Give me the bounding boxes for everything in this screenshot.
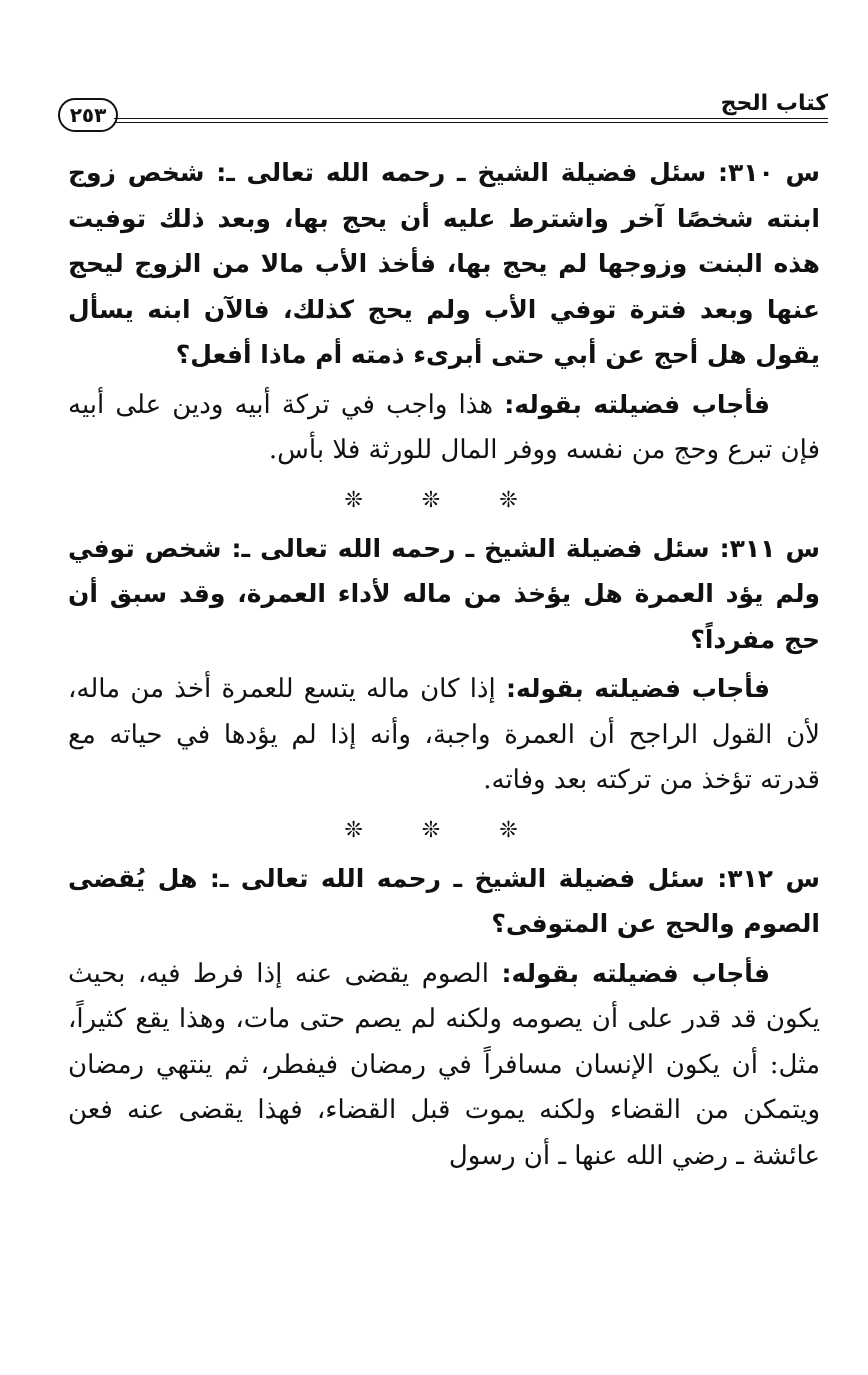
- question-311: س ٣١١: سئل فضيلة الشيخ ـ رحمه الله تعالى ـ: شخص توفي ولم يؤد العمرة هل يؤخذ من ماله لأداء العمرة، وقد سبق أن حج مفرداً؟: [68, 533, 820, 654]
- section-separator: ❊ ❊ ❊: [344, 817, 544, 843]
- page-body: [68, 150, 820, 1179]
- question-312: س ٣١٢: سئل فضيلة الشيخ ـ رحمه الله تعالى ـ: هل يُقضى الصوم والحج عن المتوفى؟: [68, 863, 820, 938]
- answer-label: فأجاب فضيلته بقوله:: [505, 674, 770, 703]
- book-title: كتاب الحج: [720, 91, 828, 116]
- answer-label: فأجاب فضيلته بقوله:: [504, 389, 770, 419]
- answer-310: [68, 382, 820, 474]
- section-separator: ❊ ❊ ❊: [344, 487, 544, 513]
- answer-label: فأجاب فضيلته بقوله:: [501, 958, 771, 988]
- answer-text: هذا واجب في تركة أبيه ودين على أبيه فإن تبرع وحج من نفسه ووفر المال للورثة فلا بأس.: [68, 389, 820, 465]
- question-310: س ٣١٠: سئل فضيلة الشيخ ـ رحمه الله تعالى ـ: شخص زوج ابنته شخصًا آخر واشترط عليه أن يحج بها، وبعد ذلك توفيت هذه البنت وزوجها لم يحج بها، فأخذ الأب مالا من الزوج ليحج عنها وبعد فترة توفي الأب ولم يحج كذلك، فالآن ابنه يسأل يقول هل أحج عن أبي حتى أبرىء ذمته أم ماذا أفعل؟: [68, 158, 821, 369]
- running-header: [58, 90, 828, 130]
- answer-text: الصوم يقضى عنه إذا فرط فيه، بحيث يكون قد قدر على أن يصومه ولكنه لم يصم حتى مات، وهذا يقع كثيراً، مثل: أن يكون الإنسان مسافراً في رمضان فيفطر، ثم ينتهي رمضان ويتمكن من القضاء ولكنه يموت قبل القضاء، فهذا يقضى عنه فعن عائشة ـ رضي الله عنها ـ أن رسول: [68, 958, 820, 1171]
- answer-311: [68, 666, 820, 804]
- header-rule: [114, 118, 828, 123]
- answer-312: [68, 951, 820, 1180]
- answer-text: إذا كان ماله يتسع للعمرة أخذ من ماله، لأن القول الراجح أن العمرة واجبة، وأنه إذا لم يؤدها في حياته مع قدرته تؤخذ من تركته بعد وفاته.: [68, 674, 820, 795]
- page-number: ٢٥٣: [58, 98, 118, 132]
